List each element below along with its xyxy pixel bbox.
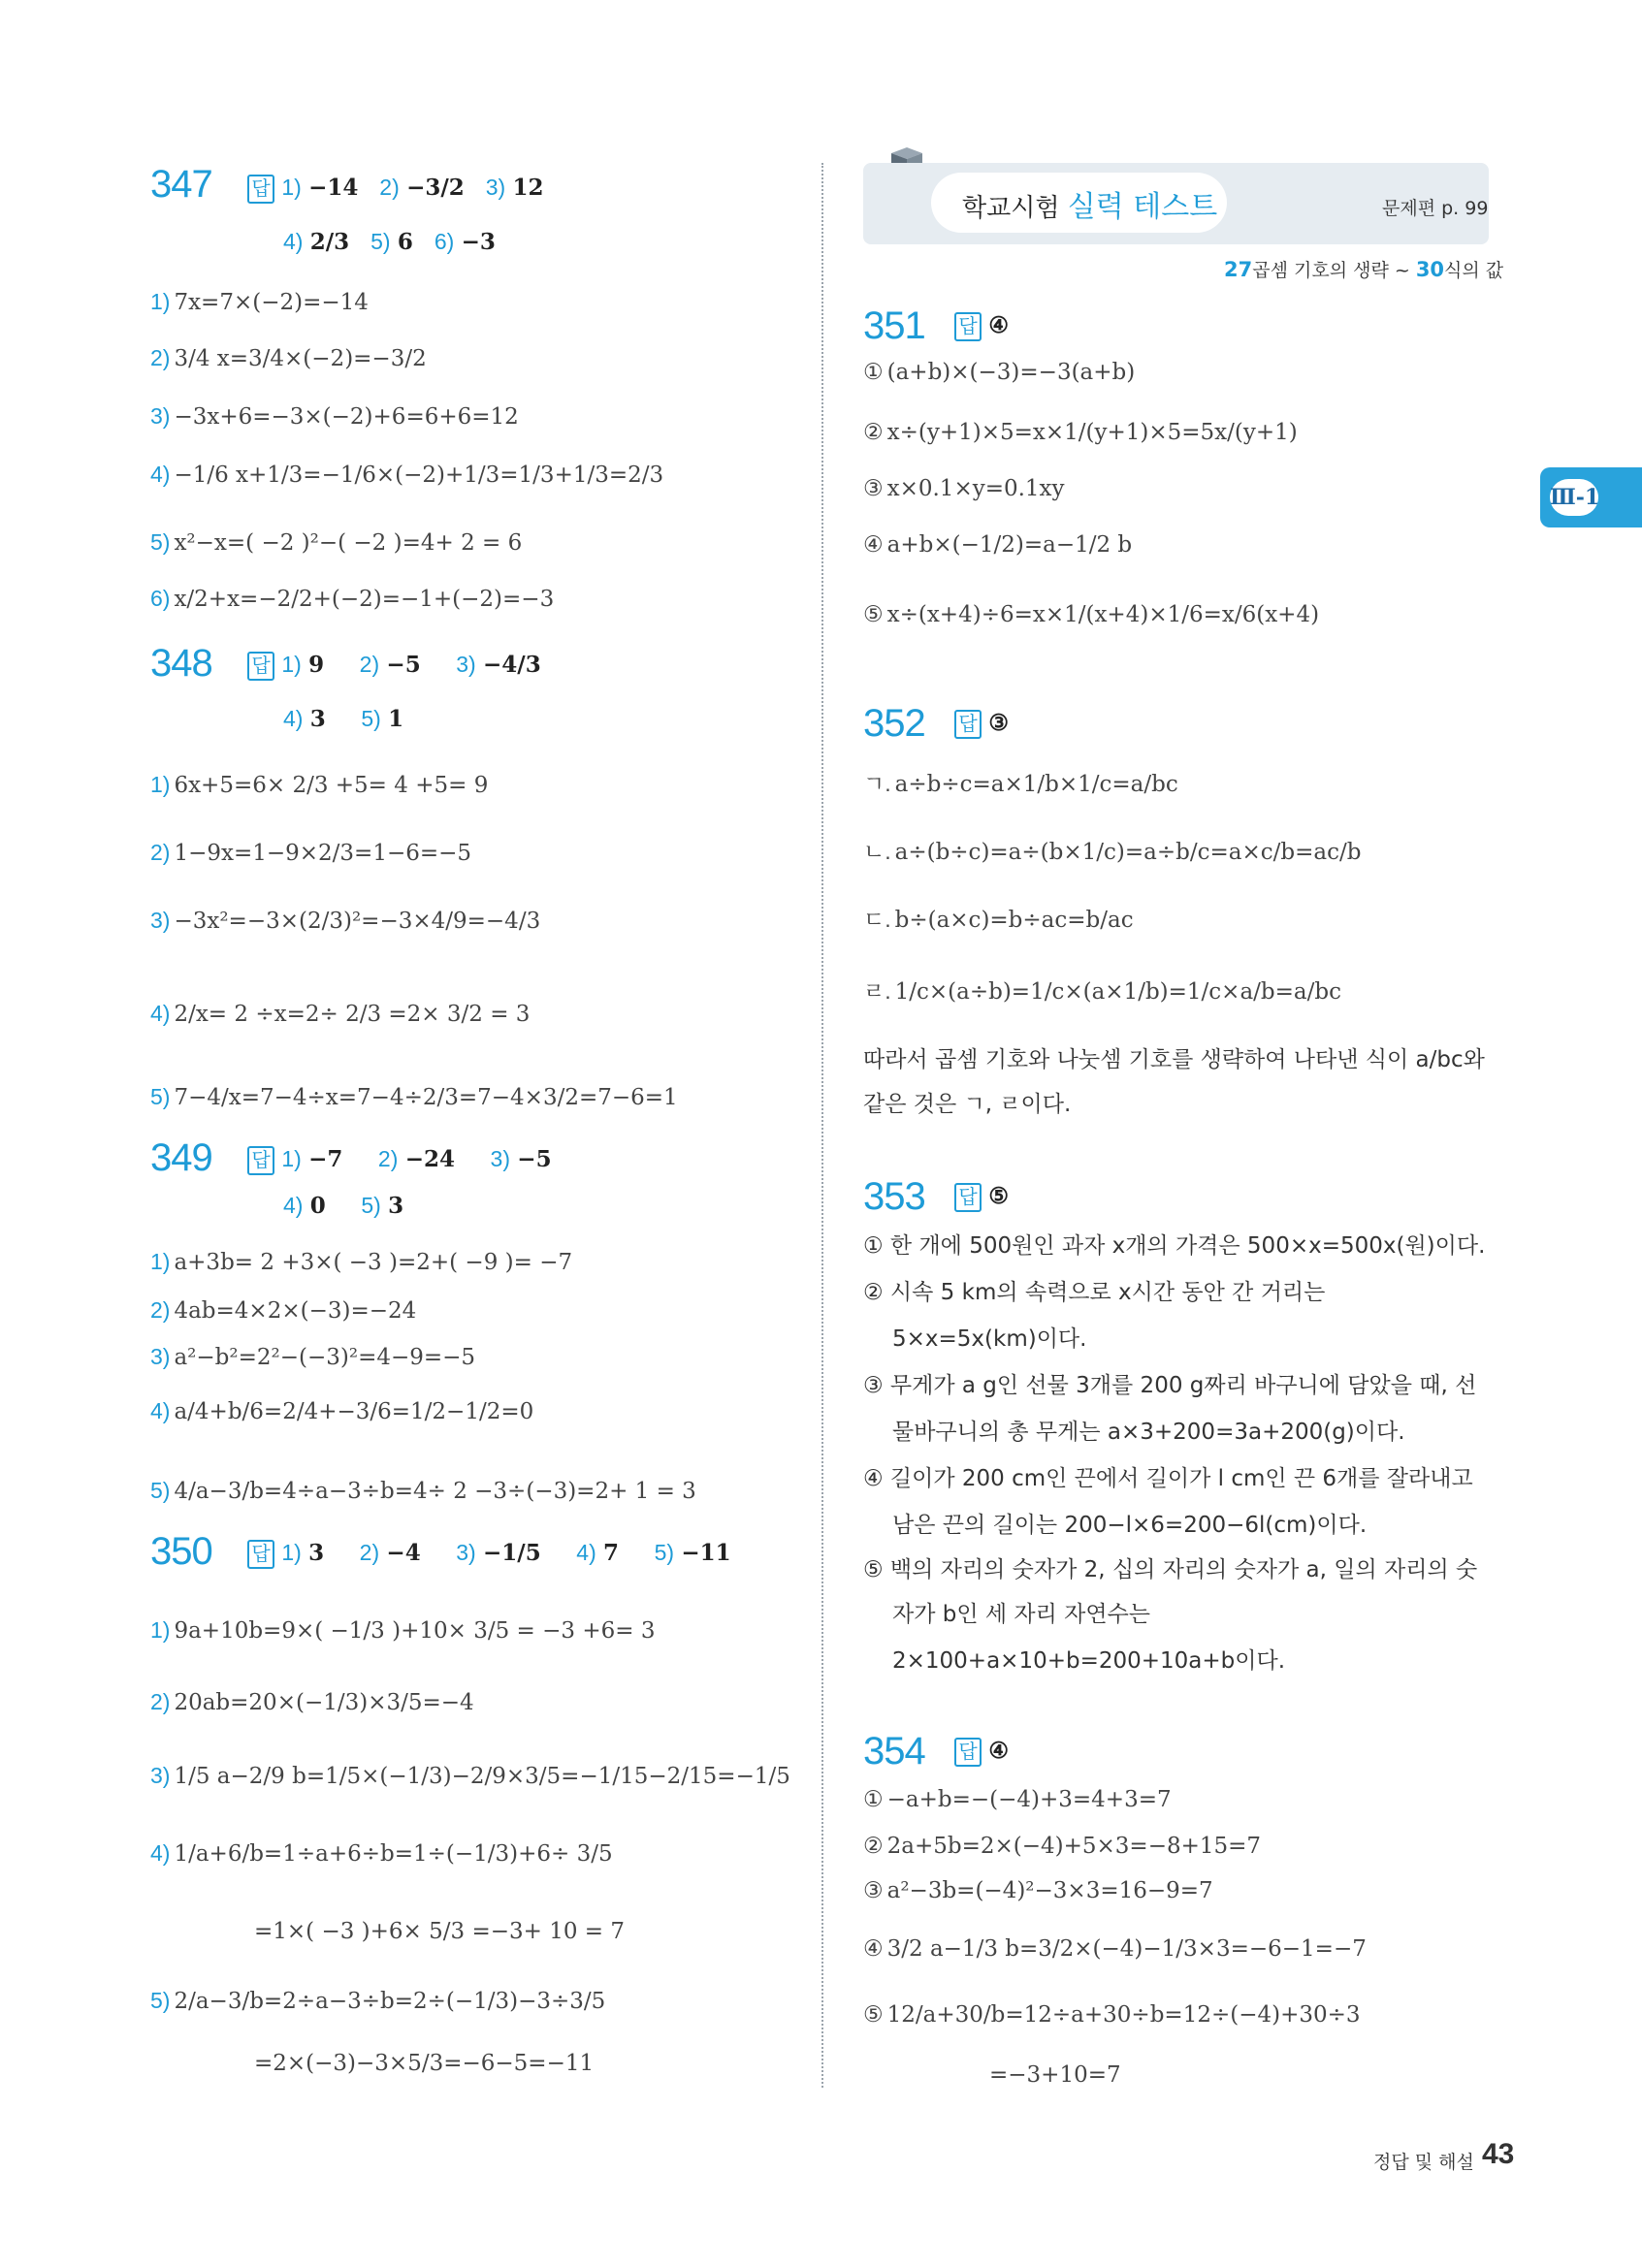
- solution-line: 1) 6x+5=6× 2/3 +5= 4 +5= 9: [150, 772, 489, 798]
- topic-range: 27곱셈 기호의 생략 ~ 30식의 값: [1224, 258, 1504, 281]
- banner-title: [962, 182, 1217, 225]
- footer-label: 정답 및 해설: [1373, 2152, 1474, 2173]
- solution-line: 3) a²−b²=2²−(−3)²=4−9=−5: [150, 1344, 476, 1370]
- solution-line: ㄴ. a÷(b÷c)=a÷(b×1/c)=a÷b/c=a×c/b=ac/b: [863, 839, 1362, 865]
- solution-line: ② 2a+5b=2×(−4)+5×3=−8+15=7: [863, 1833, 1262, 1859]
- answer-row: 답 ③: [954, 710, 1009, 739]
- solution-line: 5) 4/a−3/b=4÷a−3÷b=4÷ 2 −3÷(−3)=2+ 1 = 3: [150, 1478, 696, 1504]
- explanation-line: ② 시속 5 km의 속력으로 x시간 동안 간 거리는: [863, 1280, 1326, 1305]
- solution-line: 1) a+3b= 2 +3×( −3 )=2+( −9 )= −7: [150, 1249, 573, 1275]
- answer-badge: 답: [954, 710, 982, 739]
- solution-line: 4) 1/a+6/b=1÷a+6÷b=1÷(−1/3)+6÷ 3/5: [150, 1840, 613, 1867]
- solution-line: 5) 7−4/x=7−4÷x=7−4÷2/3=7−4×3/2=7−6=1: [150, 1084, 678, 1110]
- answer-row: 4) 0 5) 3: [283, 1193, 404, 1219]
- solution-line: ① −a+b=−(−4)+3=4+3=7: [863, 1786, 1172, 1812]
- solution-line: 2) 1−9x=1−9×2/3=1−6=−5: [150, 840, 472, 866]
- problem-number: 348: [150, 642, 212, 685]
- answer-row: 답 ⑤: [954, 1183, 1009, 1212]
- solution-line: ㄷ. b÷(a×c)=b÷ac=b/ac: [863, 907, 1134, 933]
- page-number: 43: [1482, 2138, 1515, 2170]
- solution-line: 3) 1/5 a−2/9 b=1/5×(−1/3)−2/9×3/5=−1/15−2/15=−1/5: [150, 1763, 790, 1789]
- explanation-line: ① 한 개에 500원인 과자 x개의 가격은 500×x=500x(원)이다.: [863, 1233, 1486, 1259]
- banner-prefix: 학교시험: [962, 194, 1060, 223]
- chapter-tab-label: Ⅲ-1: [1550, 479, 1598, 516]
- explanation-line: 2×100+a×10+b=200+10a+b이다.: [892, 1648, 1286, 1674]
- explanation-line: 5×x=5x(km)이다.: [892, 1326, 1087, 1352]
- answer-row: 답 1) −7 2) −24 3) −5: [247, 1146, 552, 1175]
- explanation-line: 자가 b인 세 자리 자연수는: [892, 1602, 1151, 1627]
- solution-line: ㄱ. a÷b÷c=a×1/b×1/c=a/bc: [863, 771, 1178, 797]
- solution-line: 3) −3x+6=−3×(−2)+6=6+6=12: [150, 403, 519, 430]
- answer-badge: 답: [954, 1738, 982, 1767]
- solution-line: 6) x/2+x=−2/2+(−2)=−1+(−2)=−3: [150, 586, 555, 612]
- answer-badge: 답: [954, 1183, 982, 1212]
- answer-row: 답 1) 3 2) −4 3) −1/5 4) 7 5) −11: [247, 1540, 731, 1569]
- answer-row: 답 1) 9 2) −5 3) −4/3: [247, 652, 541, 681]
- answer-badge: 답: [954, 312, 982, 341]
- solution-line: 4) −1/6 x+1/3=−1/6×(−2)+1/3=1/3+1/3=2/3: [150, 462, 664, 488]
- solution-line: ① (a+b)×(−3)=−3(a+b): [863, 359, 1136, 385]
- solution-line: 3) −3x²=−3×(2/3)²=−3×4/9=−4/3: [150, 908, 541, 934]
- solution-line: 5) x²−x=( −2 )²−( −2 )=4+ 2 = 6: [150, 529, 523, 556]
- problem-number: 351: [863, 304, 925, 347]
- problem-number: 350: [150, 1530, 212, 1573]
- solution-line: =−3+10=7: [989, 2062, 1121, 2088]
- problem-number: 347: [150, 163, 212, 206]
- reference-page: 문제편 p. 99: [1382, 198, 1489, 219]
- solution-line: =2×(−3)−3×5/3=−6−5=−11: [254, 2051, 595, 2076]
- answer-badge: 답: [247, 652, 274, 681]
- explanation-line: ⑤ 백의 자리의 숫자가 2, 십의 자리의 숫자가 a, 일의 자리의 숫: [863, 1557, 1478, 1582]
- solution-line: ㄹ. 1/c×(a÷b)=1/c×(a×1/b)=1/c×a/b=a/bc: [863, 978, 1341, 1005]
- solution-line: ③ a²−3b=(−4)²−3×3=16−9=7: [863, 1877, 1213, 1903]
- answer-row: 4) 2/3 5) 6 6) −3: [283, 229, 496, 255]
- conclusion-text: 따라서 곱셈 기호와 나눗셈 기호를 생략하여 나타낸 식이 a/bc와: [863, 1047, 1485, 1072]
- problem-number: 349: [150, 1136, 212, 1179]
- banner-accent: 실력 테스트: [1067, 190, 1218, 224]
- solution-line: 2) 4ab=4×2×(−3)=−24: [150, 1297, 417, 1324]
- column-divider: [821, 163, 823, 2088]
- answer-row: 4) 3 5) 1: [283, 706, 404, 732]
- explanation-line: 남은 끈의 길이는 200−l×6=200−6l(cm)이다.: [892, 1513, 1368, 1538]
- explanation-line: ④ 길이가 200 cm인 끈에서 길이가 l cm인 끈 6개를 잘라내고: [863, 1466, 1473, 1491]
- solution-line: ② x÷(y+1)×5=x×1/(y+1)×5=5x/(y+1): [863, 419, 1298, 445]
- solution-line: 1) 7x=7×(−2)=−14: [150, 289, 369, 315]
- solution-line: =1×( −3 )+6× 5/3 =−3+ 10 = 7: [254, 1919, 626, 1944]
- solution-line: ③ x×0.1×y=0.1xy: [863, 475, 1065, 501]
- problem-number: 354: [863, 1730, 925, 1773]
- conclusion-text: 같은 것은 ㄱ, ㄹ이다.: [863, 1092, 1072, 1117]
- answer-badge: 답: [247, 1540, 274, 1569]
- answer-row: 답 ④: [954, 312, 1009, 341]
- solution-line: ⑤ x÷(x+4)÷6=x×1/(x+4)×1/6=x/6(x+4): [863, 601, 1320, 627]
- explanation-line: 물바구니의 총 무게는 a×3+200=3a+200(g)이다.: [892, 1420, 1405, 1445]
- solution-line: 5) 2/a−3/b=2÷a−3÷b=2÷(−1/3)−3÷3/5: [150, 1988, 606, 2014]
- solution-line: 1) 9a+10b=9×( −1/3 )+10× 3/5 = −3 +6= 3: [150, 1617, 656, 1644]
- problem-number: 353: [863, 1175, 925, 1218]
- solution-line: ④ 3/2 a−1/3 b=3/2×(−4)−1/3×3=−6−1=−7: [863, 1935, 1367, 1962]
- solution-line: 2) 3/4 x=3/4×(−2)=−3/2: [150, 345, 427, 371]
- solution-line: 2) 20ab=20×(−1/3)×3/5=−4: [150, 1689, 474, 1715]
- problem-number: 352: [863, 702, 925, 745]
- answer-row: 답 1) −14 2) −3/2 3) 12: [247, 175, 543, 204]
- solution-line: ⑤ 12/a+30/b=12÷a+30÷b=12÷(−4)+30÷3: [863, 2001, 1361, 2028]
- answer-row: 답 ④: [954, 1738, 1009, 1767]
- solution-line: 4) 2/x= 2 ÷x=2÷ 2/3 =2× 3/2 = 3: [150, 1001, 531, 1027]
- solution-line: ④ a+b×(−1/2)=a−1/2 b: [863, 531, 1133, 558]
- explanation-line: ③ 무게가 a g인 선물 3개를 200 g짜리 바구니에 담았을 때, 선: [863, 1373, 1477, 1398]
- answer-badge: 답: [247, 175, 274, 204]
- answer-badge: 답: [247, 1146, 274, 1175]
- solution-line: 4) a/4+b/6=2/4+−3/6=1/2−1/2=0: [150, 1398, 534, 1424]
